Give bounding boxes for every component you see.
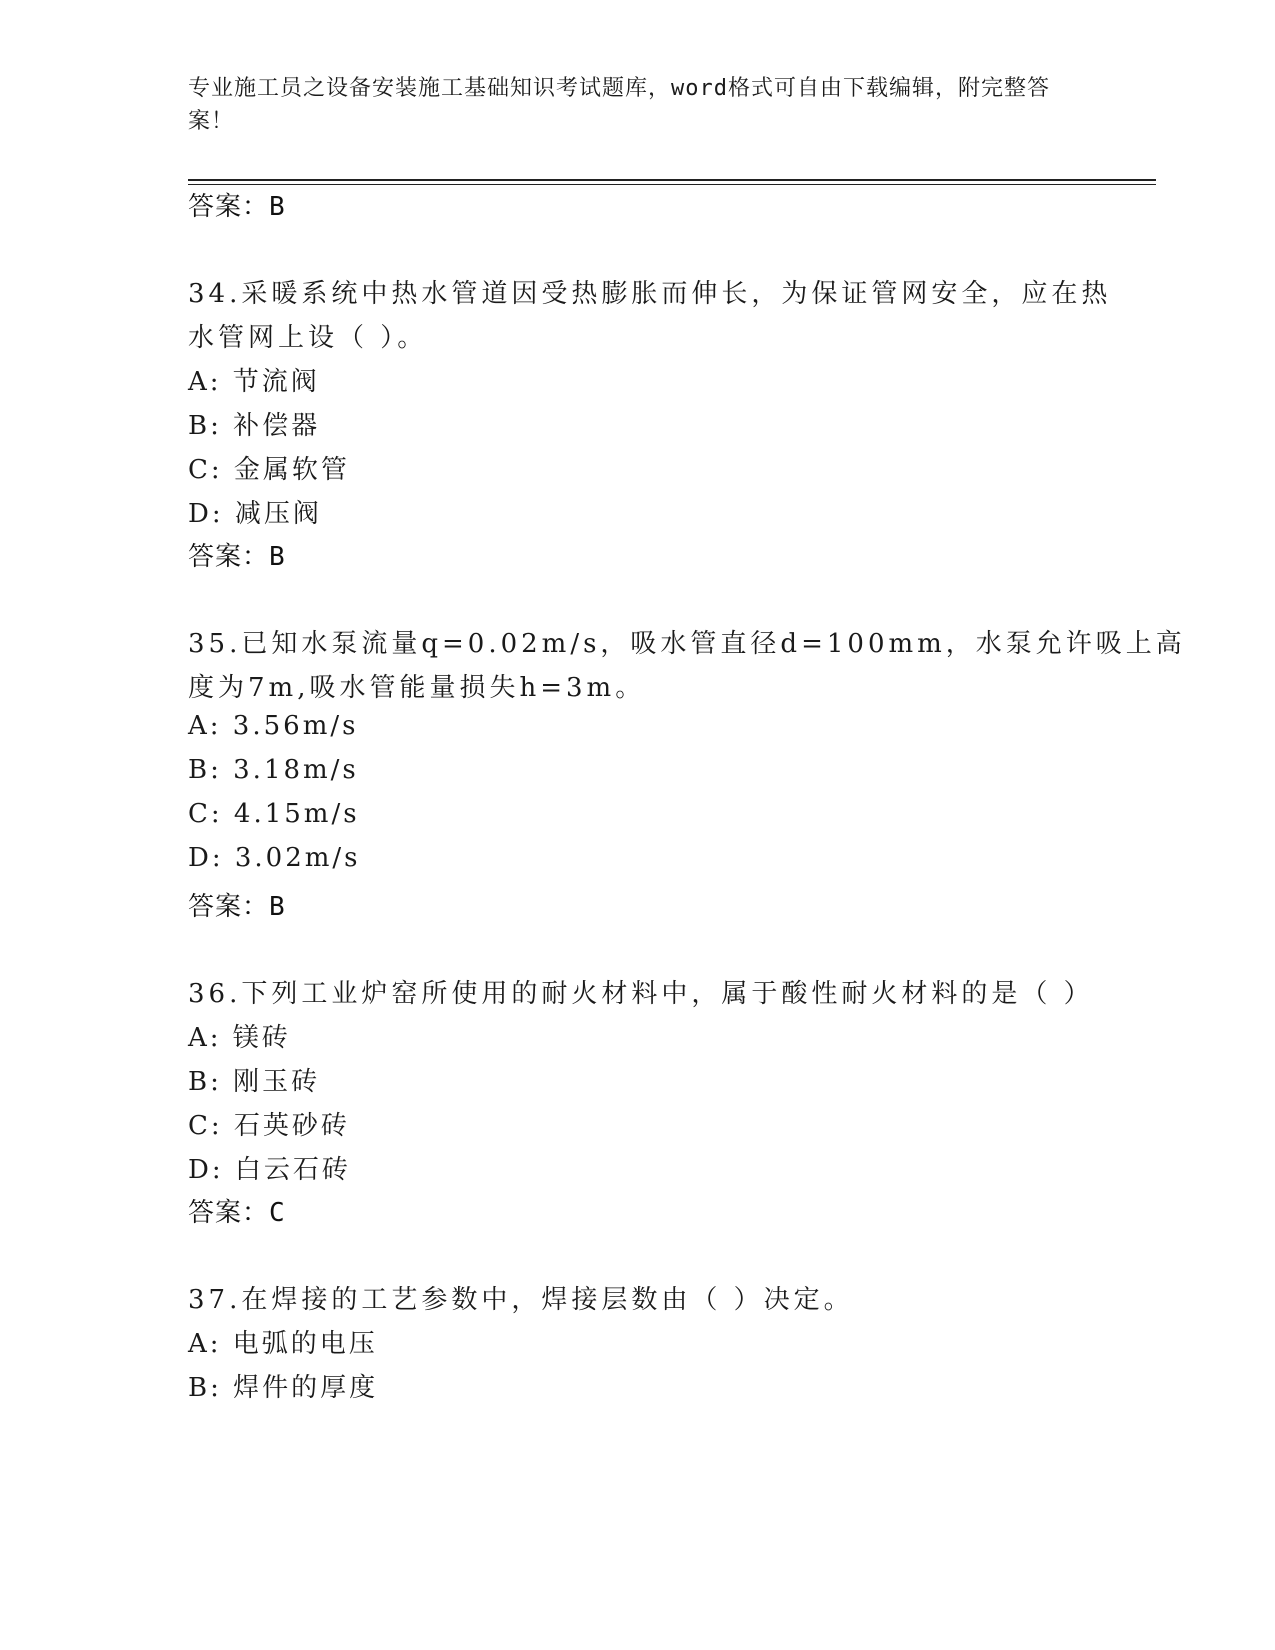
question-35-option-d: D: 3.02m/s (188, 843, 361, 873)
answer-q33: 答案：B (188, 192, 286, 222)
answer-q34: 答案：B (188, 542, 286, 572)
question-36-option-a: A: 镁砖 (188, 1023, 291, 1053)
question-36-option-b: B: 刚玉砖 (188, 1067, 321, 1097)
answer-q35: 答案：B (188, 892, 286, 922)
header-divider-thick (188, 179, 1156, 181)
header-divider-thin (188, 184, 1156, 185)
question-36-option-c: C: 石英砂砖 (188, 1111, 350, 1141)
question-36-option-d: D: 白云石砖 (188, 1155, 351, 1185)
question-35-option-c: C: 4.15m/s (188, 799, 360, 829)
answer-q36: 答案：C (188, 1198, 286, 1228)
question-37-stem-line1: 37.在焊接的工艺参数中，焊接层数由（ ）决定。 (188, 1285, 854, 1315)
question-35-stem-line2: 度为7m,吸水管能量损失h=3m。 (188, 673, 646, 703)
question-37-option-b: B: 焊件的厚度 (188, 1373, 379, 1403)
question-36-stem-line1: 36.下列工业炉窑所使用的耐火材料中，属于酸性耐火材料的是（ ） (188, 979, 1094, 1009)
question-35-option-b: B: 3.18m/s (188, 755, 359, 785)
question-34-option-a: A: 节流阀 (188, 367, 320, 397)
question-34-option-b: B: 补偿器 (188, 411, 321, 441)
question-37-option-a: A: 电弧的电压 (188, 1329, 378, 1359)
question-34-option-c: C: 金属软管 (188, 455, 350, 485)
document-header: 专业施工员之设备安装施工基础知识考试题库，word格式可自由下载编辑，附完整答案！ (188, 76, 1050, 134)
question-35-stem-line1: 35.已知水泵流量q=0.02m/s，吸水管直径d=100mm，水泵允许吸上高 (188, 629, 1186, 659)
question-34-stem-line1: 34.采暖系统中热水管道因受热膨胀而伸长，为保证管网安全，应在热 (188, 279, 1112, 309)
question-34-option-d: D: 减压阀 (188, 499, 322, 529)
question-35-option-a: A: 3.56m/s (188, 711, 359, 741)
question-34-stem-line2: 水管网上设（ ）。 (188, 323, 428, 353)
